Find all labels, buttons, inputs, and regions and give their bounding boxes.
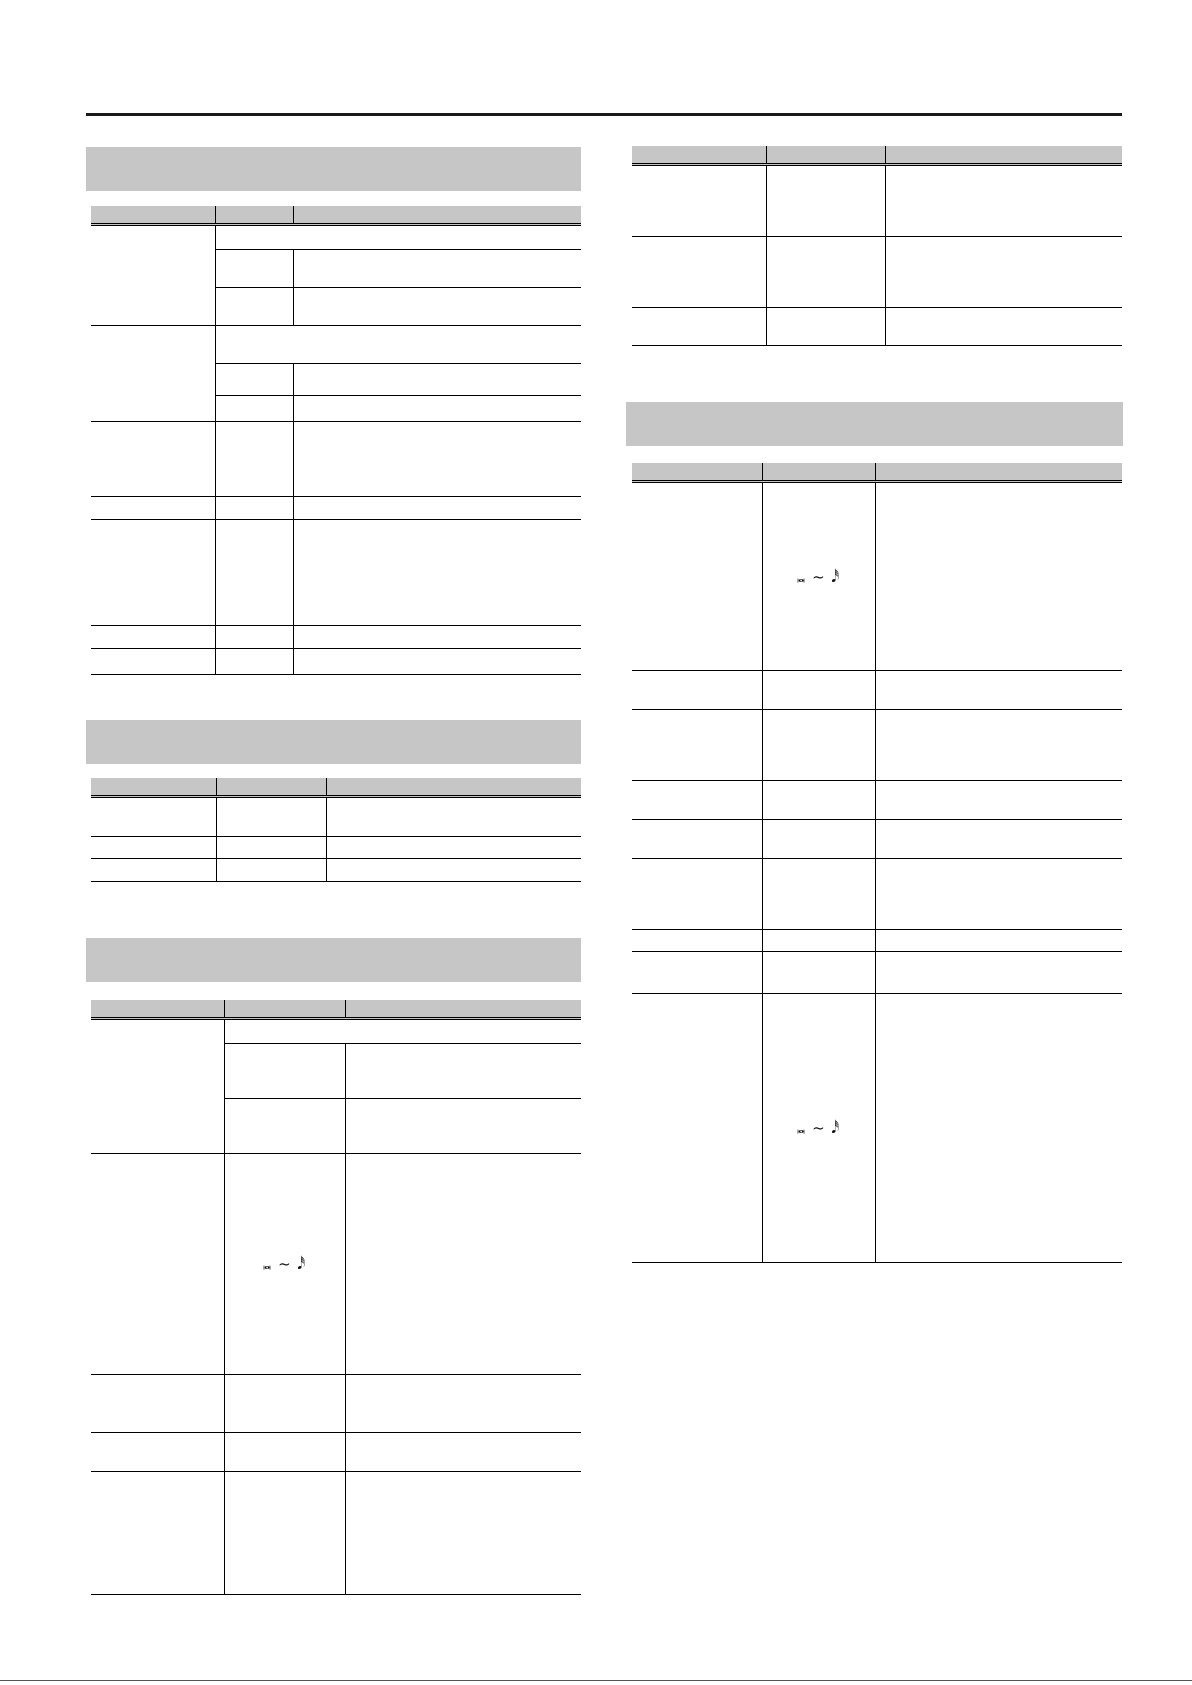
- parameter-table-2: [91, 778, 581, 882]
- note-range-icon: 𝅜 ~ 𝅘𝅥𝅰: [796, 1119, 841, 1137]
- parameter-table-4: [632, 463, 1122, 1263]
- table-row: [91, 497, 581, 520]
- section-header-4: [626, 402, 1123, 446]
- table-row: [632, 710, 1122, 781]
- parameter-table-3: [91, 1000, 581, 1595]
- table-header-row: [91, 1000, 581, 1019]
- table-row: [632, 952, 1122, 994]
- section-header-1: [86, 147, 581, 191]
- table-row: [632, 781, 1122, 820]
- table-row: [91, 1019, 581, 1044]
- table-row: [91, 837, 581, 859]
- table-row: [632, 671, 1122, 710]
- table-row: [91, 859, 581, 882]
- table-row: [632, 930, 1122, 952]
- table-row: [632, 820, 1122, 859]
- bottom-rule: [0, 1680, 1192, 1681]
- table-row: [91, 422, 581, 497]
- section-header-3: [86, 938, 581, 982]
- table-row: [632, 308, 1122, 346]
- table-row: [632, 994, 1122, 1263]
- table-row: [91, 1375, 581, 1433]
- section-header-2: [86, 720, 581, 764]
- note-range-icon: 𝅜 ~ 𝅘𝅥𝅰: [796, 567, 841, 586]
- top-rule: [86, 113, 1122, 116]
- table-header-row: [632, 146, 1122, 165]
- table-row: [91, 1472, 581, 1595]
- note-range-icon: 𝅜 ~ 𝅘𝅥𝅰: [262, 1255, 307, 1273]
- table-row: [91, 649, 581, 675]
- table-header-row: [91, 778, 581, 797]
- table-row: [632, 482, 1122, 671]
- table-header-row: [632, 463, 1122, 482]
- table-row: [632, 859, 1122, 930]
- parameter-table-1: [91, 206, 581, 675]
- table-row: [91, 1154, 581, 1375]
- parameter-table-continued: [632, 146, 1122, 346]
- table-row: [91, 1433, 581, 1472]
- table-row: [91, 626, 581, 649]
- table-row: [632, 165, 1122, 237]
- table-row: [632, 237, 1122, 308]
- table-header-row: [91, 206, 581, 225]
- table-row: [91, 326, 581, 364]
- table-row: [91, 797, 581, 837]
- table-row: [91, 520, 581, 626]
- table-row: [91, 225, 581, 250]
